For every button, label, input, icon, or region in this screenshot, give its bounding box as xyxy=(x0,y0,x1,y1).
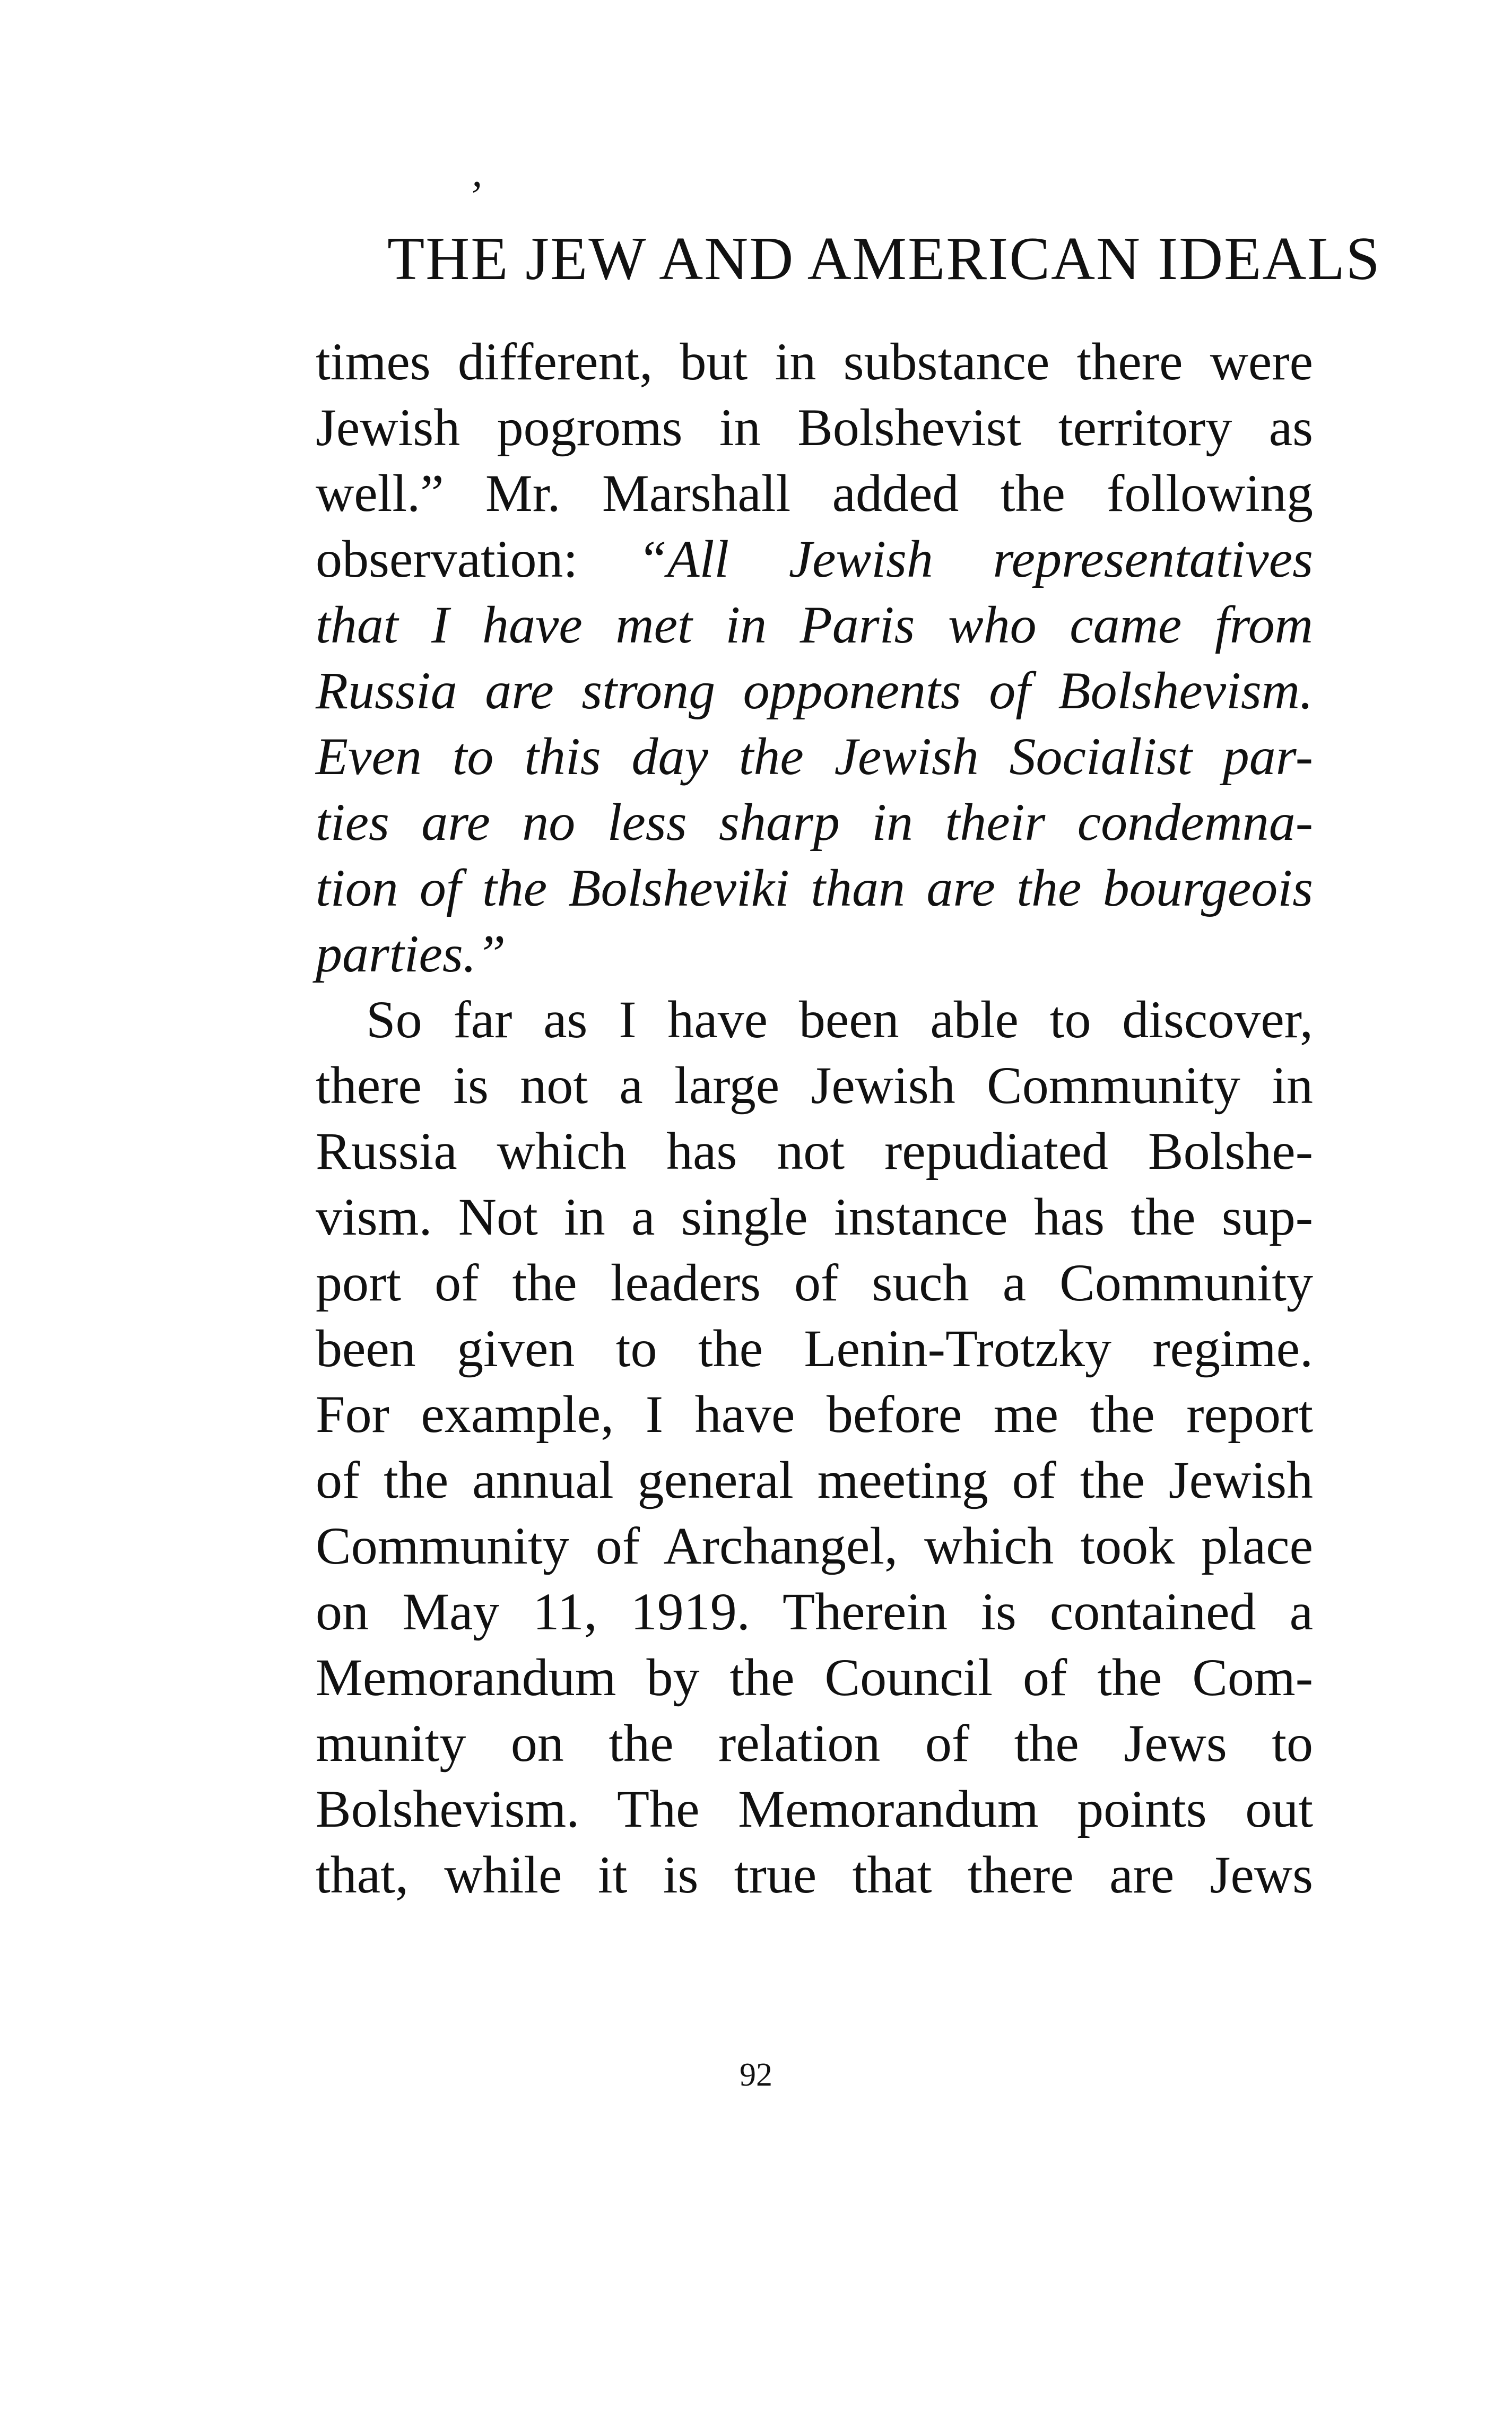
text-line: munity on the relation of the Jews to xyxy=(316,1714,1313,1773)
text-line: port of the leaders of such a Community xyxy=(316,1253,1313,1312)
text-line: of the annual general meeting of the Jewish xyxy=(316,1451,1313,1509)
paragraph-start-line: So far as I have been able to discover, xyxy=(366,990,1313,1049)
text-line-italic: ties are no less sharp in their condemna- xyxy=(316,793,1313,852)
text-line: Community of Archangel, which took place xyxy=(316,1516,1313,1575)
text-line-italic: that I have met in Paris who came from xyxy=(316,595,1313,654)
text-span-italic: “All Jewish representatives xyxy=(637,529,1313,588)
text-line-italic: tion of the Bolsheviki than are the bourgeois xyxy=(316,858,1313,917)
page-mark: ’ xyxy=(467,173,481,220)
text-line: been given to the Lenin-Trotzky regime. xyxy=(316,1319,1313,1378)
text-line-mixed xyxy=(316,526,1313,592)
text-line: that, while it is true that there are Jews xyxy=(316,1845,1313,1904)
page-number: 92 xyxy=(740,2057,772,2093)
text-line-italic: parties.” xyxy=(316,924,506,983)
text-line: there is not a large Jewish Community in xyxy=(316,1056,1313,1115)
text-line: times different, but in substance there were xyxy=(316,332,1313,391)
text-line: well.” Mr. Marshall added the following xyxy=(316,464,1313,523)
text-line: For example, I have before me the report xyxy=(316,1385,1313,1444)
text-span-roman: observation: xyxy=(316,529,638,588)
text-line: Bolshevism. The Memorandum points out xyxy=(316,1779,1313,1838)
text-line: vism. Not in a single instance has the sup- xyxy=(316,1187,1313,1246)
text-line: Russia which has not repudiated Bolshe- xyxy=(316,1122,1313,1180)
text-line: Memorandum by the Council of the Com- xyxy=(316,1648,1313,1707)
text-line: on May 11, 1919. Therein is contained a xyxy=(316,1582,1313,1641)
text-line: Jewish pogroms in Bolshevist territory as xyxy=(316,398,1313,457)
running-head: THE JEW AND AMERICAN IDEALS xyxy=(387,225,1381,292)
text-line-italic: Even to this day the Jewish Socialist par- xyxy=(316,727,1313,786)
body-text xyxy=(316,329,1313,1908)
text-line-italic: Russia are strong opponents of Bolshevism. xyxy=(316,661,1313,720)
